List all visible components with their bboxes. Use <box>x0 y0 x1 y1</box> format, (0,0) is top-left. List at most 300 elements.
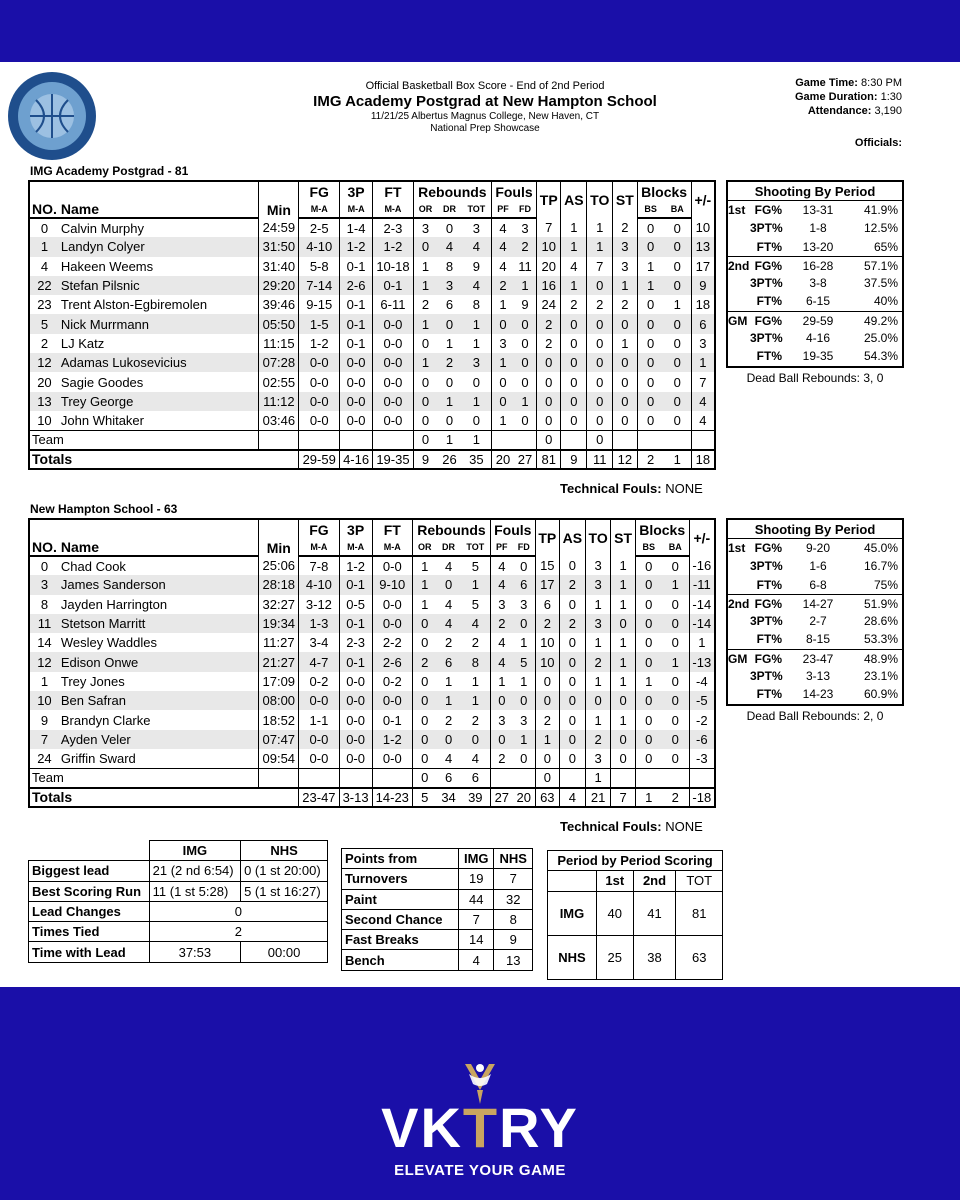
vktry-wordmark <box>0 1098 960 1158</box>
stat-cell: 17 <box>535 575 559 594</box>
player-name: Sagie Goodes <box>60 374 144 390</box>
stat-cell: 0-2 <box>372 672 413 691</box>
stat-cell: 3 <box>413 218 437 237</box>
stat-cell: 0 <box>662 730 689 749</box>
made-attempted: 2-7 <box>809 614 827 629</box>
stat-cell: 0-0 <box>299 691 340 710</box>
player-name: Nick Murrmann <box>59 314 259 333</box>
stat-cell: 4 <box>437 237 462 256</box>
stat-cell: 10-18 <box>373 257 414 276</box>
shooting-row <box>728 667 902 685</box>
stat-cell: 0 <box>673 220 681 236</box>
col-fouls: Fouls <box>490 519 535 539</box>
made-attempted: 14-23 <box>802 687 834 702</box>
stat-cell: 0 <box>491 314 514 333</box>
game-stat-label: Time with Lead <box>29 942 150 962</box>
stat-cell: 8 <box>445 258 454 274</box>
stat-cell: 32:27 <box>259 595 299 614</box>
stat-cell: 0 <box>613 314 637 333</box>
stat-cell: 4 <box>444 596 453 612</box>
footer-divider <box>0 984 960 987</box>
period-score-2nd: 38 <box>633 935 676 979</box>
player-number: 2 <box>40 335 49 351</box>
total-cell: 20 <box>513 788 535 807</box>
stat-cell: 2-5 <box>299 218 340 237</box>
stat-cell: 0-0 <box>340 353 373 372</box>
technical-fouls-img <box>560 481 703 496</box>
stat-cell: 24:59 <box>259 218 299 237</box>
col-pts: TP <box>535 519 559 556</box>
stat-cell: 0-0 <box>299 749 340 768</box>
stat-cell: 7-8 <box>299 556 340 575</box>
player-number: 13 <box>29 392 59 411</box>
stat-cell: 0 <box>559 730 585 749</box>
stat-cell: 4 <box>491 257 514 276</box>
period-label <box>728 630 750 648</box>
box-table-nhs <box>28 518 716 808</box>
period-label <box>728 576 750 594</box>
shooting-row <box>728 576 902 594</box>
stat-cell: 0 <box>520 750 528 766</box>
stat-cell: 18:52 <box>259 710 299 729</box>
stat-cell: 1 <box>585 633 611 652</box>
player-row <box>29 257 715 276</box>
made-attempted: 14-27 <box>802 596 834 611</box>
stat-label: FG% <box>754 258 782 273</box>
team-stat: 1 <box>437 430 462 449</box>
percentage: 51.9% <box>863 596 898 611</box>
stat-cell: 0 <box>561 411 587 430</box>
stat-cell: 3 <box>613 237 637 256</box>
attendance-label: Attendance: <box>807 105 872 117</box>
col-name: Name <box>59 201 259 218</box>
team-stat <box>259 430 299 449</box>
stat-cell: 2 <box>444 712 453 728</box>
shooting-row <box>728 557 902 575</box>
player-row <box>29 556 715 575</box>
dead-ball-rebounds-img: Dead Ball Rebounds: 3, 0 <box>746 371 884 385</box>
period-label <box>728 219 750 237</box>
stat-cell: 0-1 <box>340 295 373 314</box>
total-cell: 35 <box>462 450 492 469</box>
stat-cell: 4 <box>491 237 514 256</box>
stat-cell: 0-0 <box>372 749 413 768</box>
stat-cell: 4 <box>490 652 512 671</box>
stat-cell: 0 <box>673 374 681 390</box>
game-stat-img: 11 (1 st 5:28) <box>149 881 240 901</box>
game-stat-label: Biggest lead <box>29 861 150 881</box>
player-number: 0 <box>40 558 49 574</box>
percentage: 23.1% <box>863 669 898 684</box>
stat-cell: 0 <box>613 392 637 411</box>
stat-cell: 0 <box>637 314 664 333</box>
national-prep-showcase-logo <box>6 70 98 162</box>
game-stat-nhs: 0 (1 st 20:00) <box>241 861 328 881</box>
stat-cell: 28:18 <box>259 575 299 594</box>
made-attempted: 6-8 <box>809 577 827 592</box>
game-stat-label: Times Tied <box>29 922 150 942</box>
stat-cell: 1-2 <box>299 334 340 353</box>
stat-cell: 18 <box>691 295 715 314</box>
period-team: NHS <box>548 935 597 979</box>
period-scoring-title: Period by Period Scoring <box>548 851 723 871</box>
period-col-1st: 1st <box>596 871 633 891</box>
player-name: Jayden Harrington <box>60 596 168 612</box>
team-stat <box>637 430 664 449</box>
stat-cell: 6 <box>513 575 535 594</box>
stat-cell: 10 <box>691 218 715 237</box>
stat-cell: 0 <box>413 730 437 749</box>
stat-cell: 0 <box>413 710 437 729</box>
points-from-nhs: 7 <box>494 869 533 889</box>
period-label <box>728 347 750 365</box>
technical-fouls-label: Technical Fouls: <box>560 819 662 834</box>
col-as: AS <box>559 519 585 556</box>
player-row <box>29 575 715 594</box>
team-title-nhs: New Hampton School - 63 <box>30 502 178 516</box>
period-score-tot: 81 <box>676 891 723 935</box>
total-cell: 19-35 <box>373 450 414 469</box>
stat-cell: 0-0 <box>372 556 413 575</box>
player-row <box>29 295 715 314</box>
total-cell: 4 <box>559 788 585 807</box>
period-label: GM <box>728 313 748 328</box>
officials-label: Officials: <box>854 137 902 149</box>
stat-cell: 6 <box>445 297 454 313</box>
period-col-2nd: 2nd <box>633 871 676 891</box>
total-cell: 2 <box>662 788 689 807</box>
player-number: 3 <box>29 575 59 594</box>
team-stat: 0 <box>413 768 437 787</box>
stat-cell: 3 <box>437 276 462 295</box>
stat-cell: 0 <box>559 749 585 768</box>
col-fg: FG <box>299 519 340 539</box>
col-or: OR <box>413 539 437 556</box>
total-cell: 29-59 <box>299 450 340 469</box>
stat-cell: 0-0 <box>299 372 340 391</box>
total-cell: 34 <box>436 788 460 807</box>
stat-cell: 9 <box>472 258 480 274</box>
player-row <box>29 652 715 671</box>
stat-cell: -14 <box>689 595 715 614</box>
team-stat <box>691 430 715 449</box>
game-stats-header-img: IMG <box>149 841 240 861</box>
stat-cell: 1 <box>561 276 587 295</box>
team-stat: 0 <box>587 430 613 449</box>
stat-cell: 1-2 <box>340 237 373 256</box>
stat-cell: 0 <box>664 353 691 372</box>
totals-label: Totals <box>29 788 299 807</box>
team-stat <box>513 768 535 787</box>
stat-cell: 10 <box>535 633 559 652</box>
game-stat-shared: 0 <box>149 901 327 921</box>
stat-label: FG% <box>754 596 782 611</box>
stat-cell: 0 <box>637 218 664 237</box>
period-label: GM <box>728 651 748 666</box>
points-from-img: 14 <box>459 930 494 950</box>
stat-cell: 31:40 <box>259 257 299 276</box>
stat-cell: 0 <box>561 314 587 333</box>
total-cell: 27 <box>490 788 512 807</box>
totals-row <box>29 788 715 807</box>
col-st: ST <box>611 519 635 556</box>
stat-cell: 1 <box>561 237 587 256</box>
stat-label: 3PT% <box>750 669 783 684</box>
stat-cell: 2 <box>613 218 637 237</box>
col-tot: TOT <box>461 539 491 556</box>
stat-cell: 3 <box>520 712 528 728</box>
stat-cell: 3-12 <box>299 595 340 614</box>
player-name: Stefan Pilsnic <box>59 276 259 295</box>
stat-cell: 0 <box>413 672 437 691</box>
col-rebounds: Rebounds <box>413 519 491 539</box>
brand-part: RY <box>499 1096 579 1159</box>
points-from-table <box>341 848 533 971</box>
player-number: 9 <box>40 712 49 728</box>
stat-cell: 0-0 <box>340 372 373 391</box>
team-row <box>29 430 715 449</box>
game-stats-row <box>29 881 328 901</box>
col-no: NO. <box>29 539 59 556</box>
stat-cell: 0 <box>664 314 691 333</box>
percentage: 53.3% <box>863 632 898 647</box>
points-from-label: Bench <box>342 950 459 970</box>
stat-cell: 7 <box>537 218 561 237</box>
player-number: 10 <box>29 691 59 710</box>
stat-cell: 1 <box>637 257 664 276</box>
stat-cell: 0 <box>635 575 662 594</box>
shooting-row <box>728 649 902 667</box>
player-row <box>29 749 715 768</box>
team-stat <box>299 430 340 449</box>
game-info <box>795 76 902 150</box>
player-row <box>29 237 715 256</box>
stat-cell: 1 <box>413 575 437 594</box>
stat-cell: 3 <box>491 334 514 353</box>
shooting-row <box>728 256 902 274</box>
stat-cell: 4 <box>462 276 492 295</box>
stat-cell: 4 <box>444 750 453 766</box>
player-name: Chad Cook <box>60 558 126 574</box>
stat-cell: 0 <box>413 614 437 633</box>
team-stat <box>689 768 715 787</box>
stat-cell: 2 <box>613 295 637 314</box>
stat-cell: 0 <box>513 614 535 633</box>
stat-cell: 2 <box>491 276 514 295</box>
stat-label: FT% <box>756 632 782 647</box>
stat-cell: 0 <box>637 372 664 391</box>
player-number: 24 <box>37 750 52 766</box>
stat-cell: -13 <box>689 652 715 671</box>
stat-cell: 10 <box>535 652 559 671</box>
stat-label: 3PT% <box>750 559 783 574</box>
col-ma: M-A <box>299 539 340 556</box>
stat-cell: 09:54 <box>259 749 299 768</box>
stat-cell: 39:46 <box>259 295 299 314</box>
stat-cell: 0-0 <box>373 411 414 430</box>
stat-cell: 0 <box>537 372 561 391</box>
stat-cell: 0 <box>587 314 613 333</box>
total-cell: 12 <box>613 450 637 469</box>
total-cell: 1 <box>664 450 691 469</box>
stat-cell: 0 <box>587 353 613 372</box>
stat-cell: 0-0 <box>339 749 372 768</box>
stat-cell: 0 <box>535 749 559 768</box>
col-ma: M-A <box>372 539 413 556</box>
stat-cell: 0 <box>671 635 679 651</box>
stat-cell: 31:50 <box>259 237 299 256</box>
stat-cell: 0-0 <box>373 392 414 411</box>
player-row <box>29 314 715 333</box>
team-stat <box>491 430 514 449</box>
made-attempted: 9-20 <box>805 541 831 555</box>
stat-cell: 7-14 <box>299 276 340 295</box>
stat-cell: 0-1 <box>340 334 373 353</box>
game-stat-img: 37:53 <box>149 942 240 962</box>
vktry-brand <box>0 1098 960 1179</box>
period-label <box>728 612 750 630</box>
player-row <box>29 411 715 430</box>
points-from-img: 44 <box>459 889 494 909</box>
stat-cell: 0 <box>521 335 529 351</box>
stat-cell: 4-7 <box>299 652 340 671</box>
dead-ball-rebounds-nhs: Dead Ball Rebounds: 2, 0 <box>746 709 884 723</box>
game-stats-header-nhs: NHS <box>241 841 328 861</box>
technical-fouls-label: Technical Fouls: <box>560 481 662 496</box>
stat-cell: 0-1 <box>339 652 372 671</box>
period-label <box>728 274 750 292</box>
col-blocks: Blocks <box>637 181 691 201</box>
event-name: National Prep Showcase <box>430 123 540 134</box>
col-bs: BS <box>635 539 662 556</box>
stat-cell: 3 <box>521 220 529 236</box>
game-stat-label: Lead Changes <box>29 901 150 921</box>
stat-cell: 4 <box>462 237 492 256</box>
stat-cell: 4 <box>691 392 715 411</box>
player-name: Adamas Lukosevicius <box>59 353 259 372</box>
total-cell: 21 <box>585 788 611 807</box>
stat-cell: 20 <box>537 257 561 276</box>
stat-cell: 3 <box>585 575 611 594</box>
shooting-row <box>728 238 902 256</box>
stat-cell: -6 <box>689 730 715 749</box>
stat-cell: 1 <box>520 673 528 689</box>
stat-cell: 3 <box>585 614 611 633</box>
points-from-label: Second Chance <box>342 909 459 929</box>
stat-cell: 0-0 <box>299 392 340 411</box>
stat-cell: 0-1 <box>340 257 373 276</box>
stat-label: FG% <box>754 203 782 217</box>
stat-cell: 4-10 <box>299 237 340 256</box>
total-cell: 5 <box>413 788 437 807</box>
stat-cell: 0 <box>413 372 437 391</box>
stat-cell: 1 <box>689 633 715 652</box>
stat-cell: 05:50 <box>259 314 299 333</box>
period-label <box>728 557 750 575</box>
col-no: NO. <box>29 201 59 218</box>
stat-cell: 0 <box>535 691 559 710</box>
stat-cell: 1 <box>437 392 462 411</box>
col-to: TO <box>585 519 611 556</box>
team-stat <box>559 768 585 787</box>
stat-cell: 0 <box>662 614 689 633</box>
stat-cell: 4 <box>444 558 453 574</box>
total-cell: 9 <box>413 450 437 469</box>
shooting-row <box>728 219 902 237</box>
stat-cell: -4 <box>689 672 715 691</box>
period-score-2nd: 41 <box>633 891 676 935</box>
game-stat-label: Best Scoring Run <box>29 881 150 901</box>
vktry-tagline: ELEVATE YOUR GAME <box>394 1162 566 1179</box>
col-name: Name <box>59 539 259 556</box>
stat-cell: 08:00 <box>259 691 299 710</box>
stat-cell: 13 <box>691 237 715 256</box>
stat-cell: 2 <box>585 730 611 749</box>
stat-cell: 1 <box>461 575 491 594</box>
player-row <box>29 710 715 729</box>
stat-cell: 4 <box>491 218 514 237</box>
stat-cell: 5 <box>471 558 479 574</box>
stat-cell: -11 <box>689 575 715 594</box>
team-stat <box>490 768 512 787</box>
stat-label: FT% <box>756 349 782 364</box>
stat-cell: 0-1 <box>373 276 414 295</box>
stat-cell: 4 <box>461 614 491 633</box>
team-stat <box>514 430 537 449</box>
stat-cell: 3 <box>490 710 512 729</box>
stat-cell: 1 <box>436 691 460 710</box>
game-stats-row <box>29 942 328 962</box>
percentage: 16.7% <box>863 559 898 574</box>
stat-cell: 0 <box>514 353 537 372</box>
points-from-nhs: 9 <box>494 930 533 950</box>
total-cell: 23-47 <box>299 788 340 807</box>
stat-cell: 0 <box>472 374 480 390</box>
made-attempted: 6-15 <box>805 294 831 309</box>
stat-cell: 8 <box>472 297 480 313</box>
stat-cell: 1 <box>491 353 514 372</box>
team-stat: 0 <box>535 768 559 787</box>
stat-cell: 0 <box>635 614 662 633</box>
stat-cell: 0 <box>490 691 512 710</box>
points-from-img: 4 <box>459 950 494 970</box>
player-number: 7 <box>29 730 59 749</box>
percentage: 54.3% <box>863 349 898 364</box>
stat-cell: 1 <box>587 218 613 237</box>
total-cell: 11 <box>587 450 613 469</box>
player-number: 8 <box>40 596 49 612</box>
team-stat <box>339 768 372 787</box>
stat-cell: 21:27 <box>259 652 299 671</box>
header-center <box>250 80 720 135</box>
stat-label: FG% <box>754 541 782 555</box>
stat-cell: 02:55 <box>259 372 299 391</box>
stat-cell: 2 <box>537 314 561 333</box>
stat-cell: 0 <box>436 575 460 594</box>
period-label <box>728 329 750 347</box>
technical-fouls-nhs <box>560 819 703 834</box>
brand-part-gold: T <box>462 1096 500 1159</box>
stat-cell: 1 <box>462 392 492 411</box>
stat-cell: 0 <box>413 691 437 710</box>
stat-label: FG% <box>754 313 782 328</box>
col-fouls: Fouls <box>491 181 536 201</box>
team-stat <box>635 768 662 787</box>
stat-cell: 0 <box>490 730 512 749</box>
stat-label: FT% <box>756 577 782 592</box>
period-col-tot: TOT <box>676 871 723 891</box>
stat-label: 3PT% <box>750 331 783 346</box>
